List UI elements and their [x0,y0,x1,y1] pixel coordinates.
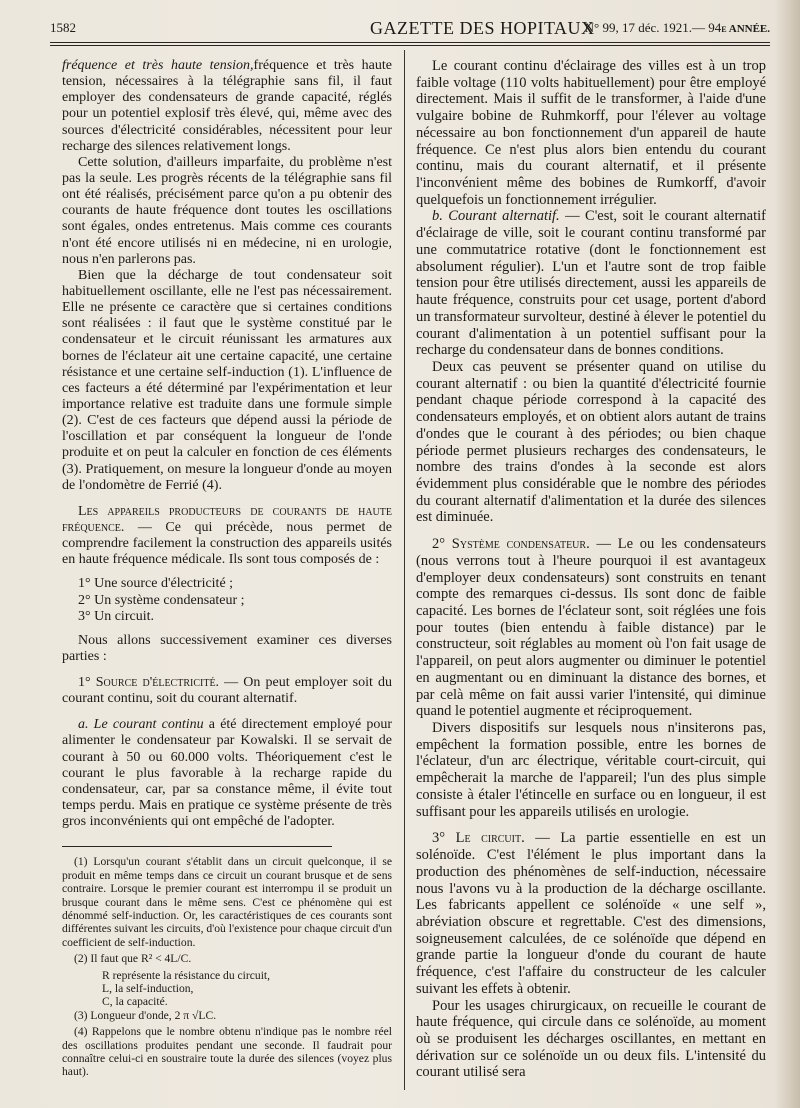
section-heading: Les appareils producteurs de courants de haute fréquence. [62,503,392,535]
footnote: (4) Rappelons que le nombre obtenu n'indique pas le nombre réel des oscillations produites pendant une seconde. Il faudrait pour connaître celui-ci en soustraire toute la durée des silences (voyez plus haut). [62,1025,392,1079]
paragraph-text: — La partie essentielle en est un solénoïde. C'est l'élément le plus important dans la production des phénomènes de self-induction, nécessaire nous l'avons vu à la production de la décharge oscillante. Les fabricants appellent ce solénoïde « une self », abréviation obscure et regrettable. C'est des dimensions, soigneusement calculées, de ce solénoïde que dépend en grande partie la longueur d'onde du courant de haute fréquence, c'est l'affaire du constructeur de les calculer suivant les effets à obtenir. [416,830,767,997]
footnote: (3) Longueur d'onde, 2 π √LC. [74,1008,217,1022]
issue-number: N° 99, 17 déc. 1921.— 94 [584,20,722,35]
paragraph: Pour les usages chirurgicaux, on recueille le courant de haute fréquence, qui circule dans ce solénoïde, au moment où se produisent les décharges oscillantes, en mettant en dérivation sur ce solénoïde un ou deux fils. L'intensité du courant utilisé sera [416,997,766,1081]
right-column [416,58,766,1081]
paragraph-text: — Le ou les condensateurs (nous verrons tout à l'heure pourquoi il est avantageux d'employer deux condensateurs) sont construits en tenant compte des remarques ci-dessus. Ils sont donc de faible capacité. Les bornes de l'éclateur sont, soit réglées une fois pour toutes (bien entendu à faible distance) par le constructeur, soit réglables au moment où l'on fait usage de l'appareil, on peut alors augmenter ou diminuer le potentiel en augmentant ou en diminuant la distance des bornes, et par celà même on fait aussi varier l'intensité, qui diminue quand le potentiel augmente et réciproquement. [416,536,767,720]
footnote-line: L, la self-induction, [102,981,194,995]
page-number: 1582 [50,20,76,35]
paragraph-text: — On peut employer soit du courant continu, soit du courant alternatif. [62,675,393,707]
page-header [50,14,770,40]
footnote-line: C, la capacité. [102,995,168,1009]
paragraph: Divers dispositifs sur lesquels nous n'insiterons pas, empêchent la formation possible, entre les bornes de l'éclateur, d'un arc électrique, véritable court-circuit, qui empêcherait la marche de l'appareil; l'un des plus simple consiste à étaler l'étincelle en surface ou en longueur, il est suffisant pour les appareils utilisés en urologie. [416,720,766,820]
footnotes [62,855,392,1079]
paragraph: Deux cas peuvent se présenter quand on utilise du courant alternatif : ou bien la quantité d'électricité fournie pendant chaque période correspond à la capacité des condensateurs employés, et on obtient alors autant de trains d'ondes que le courant à des périodes; ou bien chaque période permet plusieurs recharges des condensateurs, le nombre des trains d'ondes à la seconde est alors évidemment plus considérable que le nombre des périodes du courant alternatif d'alimentation et la durée des silences est diminuée. [416,358,766,526]
header-rule [50,42,770,43]
section-paragraph [416,536,766,720]
column-divider [404,50,405,1090]
section-heading: 3° Le circuit. [432,830,525,847]
section-paragraph [416,208,766,358]
paragraph-text: — C'est, soit le courant alternatif d'éclairage de ville, soit le courant continu transformé par une commutatrice rotative (dont le fonctionnement est absolument régulier). L'un et l'autre sont de trop faible tension pour être utilisés directement, aussi les appareils de haute fréquence, construits pour cet usage, portent d'abord un transformateur survolteur, destiné à élever le potentiel du courant d'alimentation à un potentiel suffisant pour la recharge du condensateur dans de bonnes conditions. [416,208,766,359]
footnote: (1) Lorsqu'un courant s'établit dans un circuit quelconque, il se produit en même temps dans ce circuit un courant brusque et de sens contraire. Lorsque le premier courant est interrompu il se produit un brusque courant dans le même sens. C'est ce phénomène qui est dénommé self-induction. Or, les caractéristiques de ces courants sont différentes suivant les circuits, d'où l'existence pour chaque circuit d'un coefficient de self-induction. [62,855,392,949]
header-rule-double [50,45,770,46]
paragraph [62,58,392,155]
footnote: (2) Il faut que R² < 4L/C. [74,952,192,966]
section-heading: a. Le courant continu [78,717,204,733]
left-column [62,58,392,1082]
section-paragraph [416,830,766,997]
paragraph: Cette solution, d'ailleurs imparfaite, du problème n'est pas la seule. Les progrès récents de la télégraphie sans fil ont été réalisés, précisément parce qu'on a pu obtenir des courants de haute fréquence dont toutes les oscillations sont égales, ondes entretenus. Mais comme ces courants n'ont été encore utilisés ni en médecine, ni en urologie, nous n'en parlerons pas. [62,154,392,267]
section-paragraph [62,717,392,830]
issue-year: e ANNÉE. [721,23,770,35]
issue-info [585,20,770,36]
section-heading: b. Courant alternatif. [432,208,560,225]
section-heading: 2° Système condensateur. [432,536,590,553]
paragraph: Le courant continu d'éclairage des villes est à un trop faible voltage (110 volts habituellement) pour être employé directement. Mais il suffit de le transformer, à l'aide d'une vulgaire bobine de Ruhmkorff, pour l'élever au voltage nécessaire au bon fonctionnement d'un appareil de haute fréquence. Ce n'est plus alors bien entendu du courant continu, mais du courant alternatif, et il présente l'inconvénient même des bobines de Rumkorff, d'avoir quelquefois un fonctionnement irrégulier. [416,58,766,208]
paragraph: Nous allons successivement examiner ces diverses parties : [62,632,392,664]
paragraph-text: fréquence et très haute tension, nécessaires à la télégraphie sans fil, il faut employer des condensateurs de grande capacité, réglés pour un potentiel explosif très élevé, qui, même avec des sources d'électricité considérables, nécessitent pour leur recharge des silences relativement longs. [62,58,392,154]
list-item: 3° Un circuit. [78,608,154,624]
footnote-line: R représente la résistance du circuit, [102,968,271,982]
list-item: 1° Une source d'électricité ; [78,576,234,592]
section-heading: 1° Source d'électricité. [78,675,220,691]
footnote-rule [62,846,332,847]
italic-lead: fréquence et très haute tension, [62,58,254,73]
page-edge-shadow [774,0,800,1108]
paragraph-text: a été directement employé pour alimenter le condensateur par Kowalski. Il se servait de courant à 50 ou 60.000 volts. Théoriquement c'est le courant le plus favorable à la recharge rapide du condensateur, car, par sa constance même, il évite tout temps perdu. Mais en pratique ce système présente de très gros inconvénients qui ont empêché de l'adopter. [62,717,393,830]
section-paragraph [62,504,392,569]
paragraph-text: — Ce qui précède, nous permet de comprendre facilement la construction des appareils usités en haute fréquence médicale. Ils sont tous composés de : [62,519,392,568]
paragraph: Bien que la décharge de tout condensateur soit habituellement oscillante, elle ne l'est pas nécessairement. Elle ne présente ce caractère que si certaines conditions sont réalisées : il faut que le système constitué par le condensateur et le circuit réunissant les armatures aux bornes de l'éclateur ait une certaine capacité, une certaine résistance et une certaine self-induction (1). L'influence de ces facteurs a été déterminé par l'expérimentation et leur importance relative est traduite dans une formule simple (2). C'est de ces facteurs que dépend aussi la période de l'oscillation et par conséquent la longueur de l'onde produite et on peut la calculer en fonction de ces éléments (3). Pratiquement, on mesure la longueur d'onde au moyen de l'ondomètre de Ferrié (4). [62,267,392,493]
section-paragraph [62,675,392,707]
list-item: 2° Un système condensateur ; [78,592,245,608]
component-list [78,576,392,624]
journal-title: GAZETTE DES HOPITAUX [370,18,595,38]
